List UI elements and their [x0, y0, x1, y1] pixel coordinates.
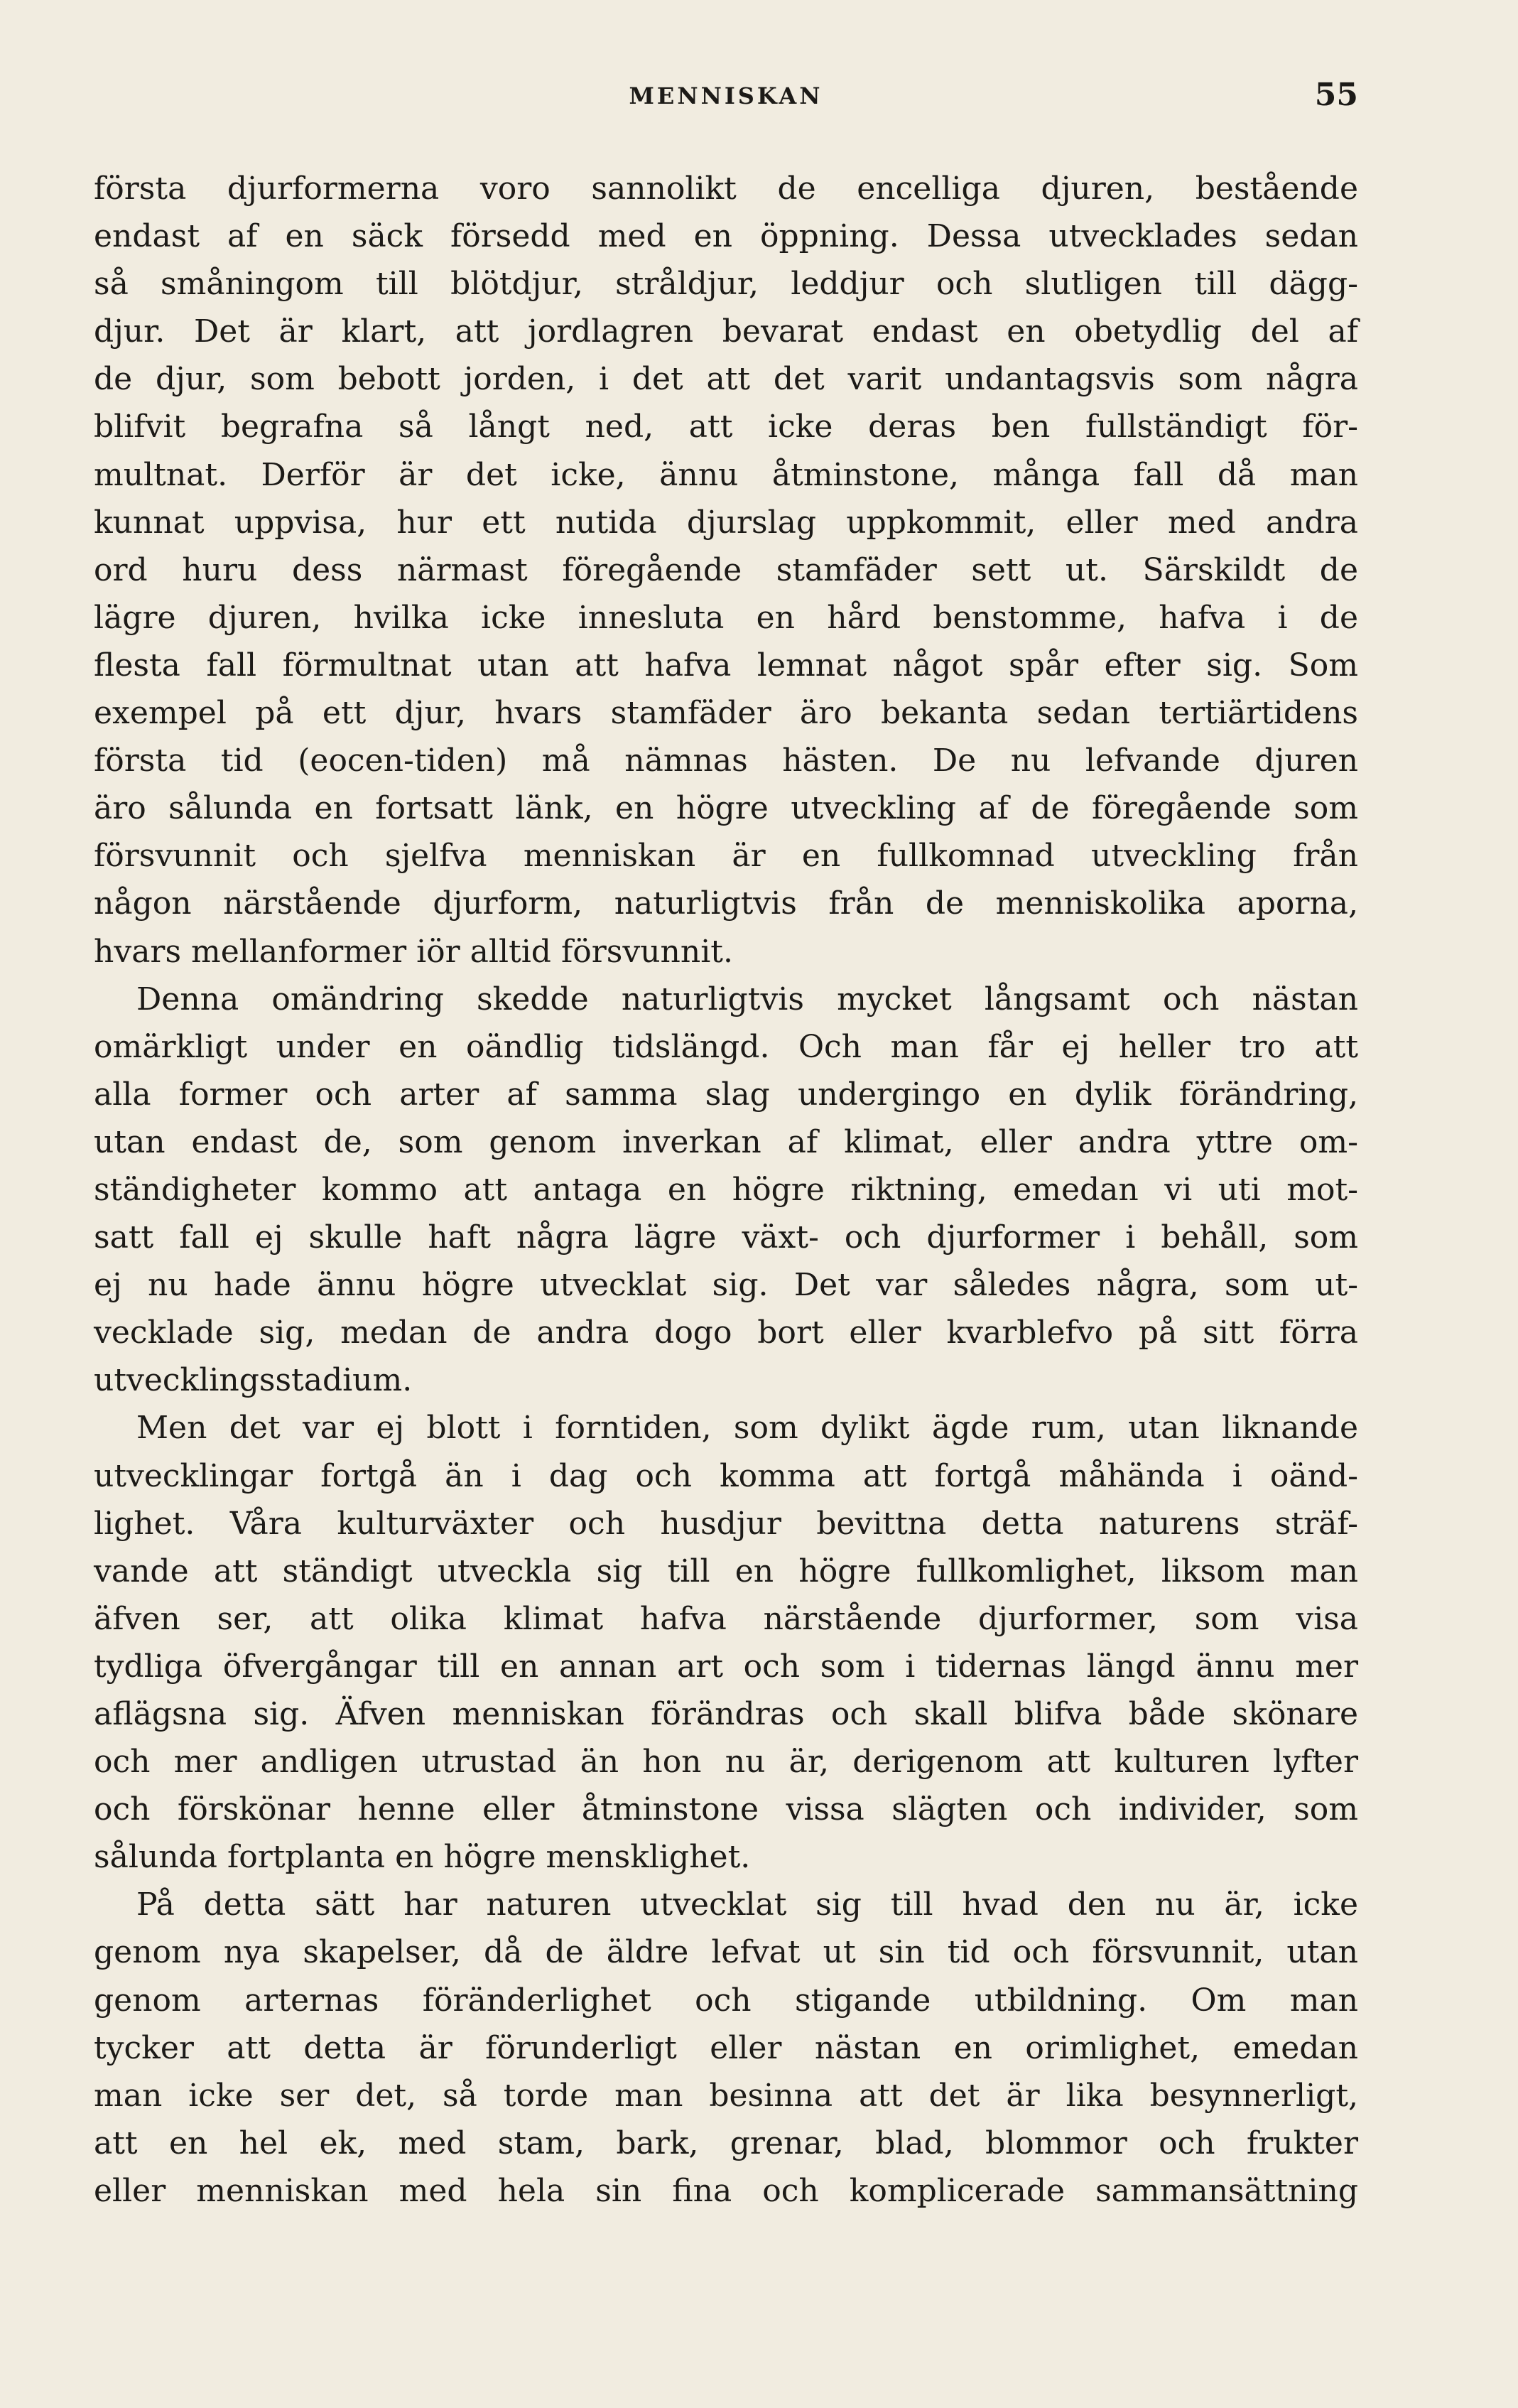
- text-line: På detta sätt har naturen utvecklat sig till hvad den nu är, icke: [136, 1886, 1358, 1923]
- text-line: utvecklingar fortgå än i dag och komma att fortgå måhända i oänd-: [94, 1457, 1358, 1494]
- text-line: lighet. Våra kulturväxter och husdjur bevittna detta naturens sträf-: [94, 1505, 1358, 1542]
- text-line: genom nya skapelser, då de äldre lefvat ut sin tid och försvunnit, utan: [94, 1934, 1358, 1971]
- text-line: utan endast de, som genom inverkan af klimat, eller andra yttre om-: [94, 1123, 1358, 1160]
- text-line: äfven ser, att olika klimat hafva närstående djurformer, som visa: [94, 1600, 1358, 1637]
- text-line: att en hel ek, med stam, bark, grenar, blad, blommor och frukter: [94, 2124, 1358, 2161]
- text-line: och förskönar henne eller åtminstone vissa slägten och individer, som: [94, 1791, 1358, 1828]
- text-line: tycker att detta är förunderligt eller nästan en orimlighet, emedan: [94, 2029, 1358, 2066]
- text-line: ej nu hade ännu högre utvecklat sig. Det var således några, som ut-: [94, 1267, 1358, 1304]
- page-number: 55: [1314, 77, 1358, 113]
- text-line: djur. Det är klart, att jordlagren bevarat endast en obetydlig del af: [94, 313, 1358, 350]
- text-line: försvunnit och sjelfva menniskan är en fullkomnad utveckling från: [94, 838, 1358, 875]
- text-line: första tid (eocen-tiden) må nämnas hästen. De nu lefvande djuren: [94, 743, 1358, 779]
- text-line: så småningom till blötdjur, stråldjur, leddjur och slutligen till dägg-: [94, 266, 1358, 303]
- text-line: Denna omändring skedde naturligtvis mycket långsamt och nästan: [136, 981, 1358, 1017]
- text-line: tydliga öfvergångar till en annan art och som i tidernas längd ännu mer: [94, 1648, 1358, 1685]
- text-line: lägre djuren, hvilka icke innesluta en hård benstomme, hafva i de: [94, 599, 1358, 636]
- text-line: utvecklingsstadium.: [94, 1362, 413, 1399]
- text-line: satt fall ej skulle haft några lägre växt- och djurformer i behåll, som: [94, 1219, 1358, 1256]
- text-line: endast af en säck försedd med en öppning. Dessa utvecklades sedan: [94, 218, 1358, 255]
- text-line: Men det var ej blott i forntiden, som dylikt ägde rum, utan liknande: [136, 1410, 1358, 1447]
- text-line: första djurformerna voro sannolikt de encelliga djuren, bestående: [94, 171, 1358, 207]
- page-header: [94, 77, 1358, 119]
- text-line: flesta fall förmultnat utan att hafva lemnat något spår efter sig. Som: [94, 647, 1358, 684]
- text-line: multnat. Derför är det icke, ännu åtminstone, många fall då man: [94, 456, 1358, 493]
- text-line: blifvit begrafna så långt ned, att icke deras ben fullständigt för-: [94, 409, 1358, 446]
- text-line: ord huru dess närmast föregående stamfäder sett ut. Särskildt de: [94, 551, 1358, 588]
- body-text: [94, 165, 1358, 2215]
- text-line: aflägsna sig. Äfven menniskan förändras och skall blifva både skönare: [94, 1696, 1358, 1732]
- text-line: och mer andligen utrustad än hon nu är, derigenom att kulturen lyfter: [94, 1744, 1358, 1781]
- text-line: eller menniskan med hela sin fina och komplicerade sammansättning: [94, 2172, 1358, 2209]
- text-line: omärkligt under en oändlig tidslängd. Och man får ej heller tro att: [94, 1028, 1358, 1065]
- text-line: exempel på ett djur, hvars stamfäder äro bekanta sedan tertiärtidens: [94, 695, 1358, 732]
- text-line: ständigheter kommo att antaga en högre riktning, emedan vi uti mot-: [94, 1171, 1358, 1208]
- text-line: man icke ser det, så torde man besinna att det är lika besynnerligt,: [94, 2077, 1358, 2114]
- text-line: sålunda fortplanta en högre mensklighet.: [94, 1839, 751, 1876]
- text-line: vecklade sig, medan de andra dogo bort eller kvarblefvo på sitt förra: [94, 1314, 1358, 1351]
- text-line: hvars mellanformer iör alltid försvunnit.: [94, 933, 733, 970]
- text-line: genom arternas föränderlighet och stigande utbildning. Om man: [94, 1982, 1358, 2019]
- text-line: de djur, som bebott jorden, i det att det varit undantagsvis som några: [94, 361, 1358, 398]
- text-line: någon närstående djurform, naturligtvis från de menniskolika aporna,: [94, 885, 1358, 922]
- text-line: vande att ständigt utveckla sig till en högre fullkomlighet, liksom man: [94, 1553, 1358, 1589]
- text-line: alla former och arter af samma slag undergingo en dylik förändring,: [94, 1076, 1358, 1113]
- text-line: kunnat uppvisa, hur ett nutida djurslag uppkommit, eller med andra: [94, 504, 1358, 541]
- text-line: äro sålunda en fortsatt länk, en högre utveckling af de föregående som: [94, 790, 1358, 827]
- running-head: MENNISKAN: [629, 82, 823, 109]
